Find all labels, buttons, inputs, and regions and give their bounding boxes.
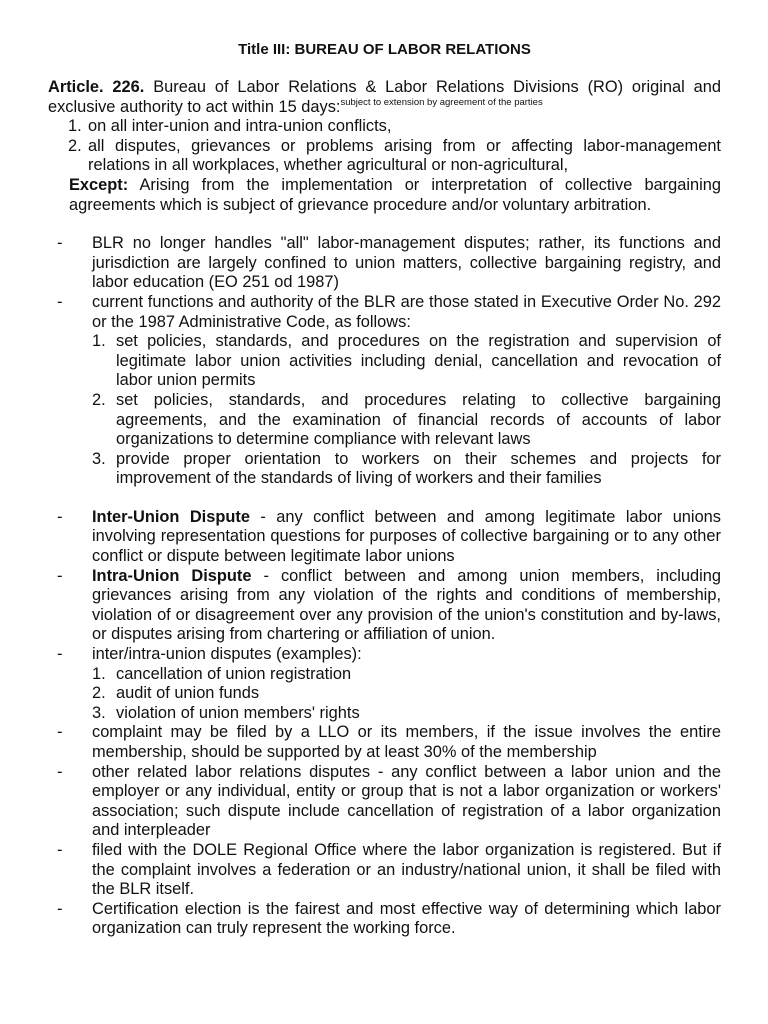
list-number: 1.: [92, 664, 106, 683]
definition-text: - conflict between and among union members, including grievances arising from any violation of the rights and conditions of membership, violation of or disagreement over any provision of the union's constitution and by-laws, or disputes arising from chartering or affiliation of union.: [92, 566, 721, 644]
dash-item-text: BLR no longer handles "all" labor-management disputes; rather, its functions and jurisdiction are largely confined to union matters, collective bargaining registry, and labor education (EO 251 od 1987): [92, 234, 721, 292]
dispute-notes-list: [48, 508, 721, 939]
except-clause: [69, 176, 721, 215]
dash-item-text: filed with the DOLE Regional Office where the labor organization is registered. But if the complaint involves a federation or an industry/national union, it shall be filed with the BLR itself.: [92, 840, 721, 899]
dash-item: [48, 763, 721, 841]
dash-item: [48, 645, 721, 723]
article-list-item: [68, 137, 721, 176]
function-item: [92, 332, 721, 391]
article-paragraph: [48, 78, 721, 117]
dash-item: [48, 567, 721, 645]
list-item-text: violation of union members' rights: [116, 703, 360, 722]
dash-item: [48, 900, 721, 939]
dash-item: [48, 508, 721, 567]
blr-notes-list: [48, 234, 721, 489]
list-number: 2.: [68, 136, 82, 155]
list-item-text: cancellation of union registration: [116, 664, 352, 683]
dash-item: [48, 723, 721, 762]
article-text: Bureau of Labor Relations & Labor Relations Divisions (RO) original and exclusive authority to act within 15 days:: [48, 78, 721, 116]
blr-functions-list: [92, 332, 721, 489]
list-number: 1.: [92, 332, 106, 351]
dash-marker: -: [57, 292, 63, 311]
dash-marker: -: [57, 507, 63, 526]
list-number: 3.: [92, 449, 106, 468]
dash-item: [48, 293, 721, 489]
dash-marker: -: [57, 645, 63, 664]
dash-marker: -: [57, 762, 63, 781]
list-item-text: provide proper orientation to workers on their schemes and projects for improvement of the standards of living of workers and their families: [116, 449, 721, 488]
list-item-text: set policies, standards, and procedures relating to collective bargaining agreements, and the examination of financial records of accounts of labor organizations to determine compliance with relevant laws: [116, 390, 721, 449]
article-list: [68, 117, 721, 176]
dash-item-text: Certification election is the fairest and most effective way of determining which labor organization can truly represent the working force.: [92, 899, 721, 938]
dash-item: [48, 234, 721, 293]
dash-marker: -: [57, 899, 63, 918]
function-item: [92, 391, 721, 450]
list-number: 2.: [92, 390, 106, 409]
list-number: 1.: [68, 117, 82, 136]
dash-item: [48, 841, 721, 900]
dash-item-text: other related labor relations disputes - any conflict between a labor union and the employer or any individual, entity or group that is not a labor organization or workers' association; such dispute include cancellation of registration of a labor organization and interpleader: [92, 762, 721, 840]
examples-list: [92, 665, 721, 724]
article-superscript-note: subject to extension by agreement of the parties: [340, 96, 543, 108]
function-item: [92, 450, 721, 489]
document-page: [48, 40, 721, 939]
dash-item-text: current functions and authority of the BLR are those stated in Executive Order No. 292 or the 1987 Administrative Code, as follows:: [92, 292, 721, 331]
example-item: [92, 704, 721, 724]
definition-text: - any conflict between and among legitimate labor unions involving representation questions for purposes of collective bargaining or to any other conflict or dispute between legitimate labor unions: [92, 507, 721, 566]
dash-item-text: complaint may be filed by a LLO or its members, if the issue involves the entire membership, should be supported by at least 30% of the membership: [92, 723, 721, 761]
article-list-item: [68, 117, 721, 137]
list-number: 2.: [92, 684, 106, 703]
list-item-text: all disputes, grievances or problems arising from or affecting labor-management relations in all workplaces, whether agricultural or non-agricultural,: [88, 136, 721, 175]
except-label: Except:: [69, 175, 129, 194]
list-item-text: on all inter-union and intra-union conflicts,: [88, 117, 392, 136]
document-title: Title III: BUREAU OF LABOR RELATIONS: [238, 41, 531, 58]
example-item: [92, 684, 721, 704]
list-number: 3.: [92, 703, 106, 722]
dash-marker: -: [57, 840, 63, 859]
dash-marker: -: [57, 723, 63, 742]
example-item: [92, 665, 721, 685]
term-inter-union-dispute: Inter-Union Dispute: [92, 507, 250, 526]
article-label: Article. 226.: [48, 78, 145, 96]
list-item-text: set policies, standards, and procedures on the registration and supervision of legitimate labor union activities including denial, cancellation and revocation of labor union permits: [116, 332, 721, 390]
term-intra-union-dispute: Intra-Union Dispute: [92, 566, 252, 585]
except-text: Arising from the implementation or interpretation of collective bargaining agreements which is subject of grievance procedure and/or voluntary arbitration.: [69, 175, 722, 214]
dash-item-text: inter/intra-union disputes (examples):: [92, 645, 362, 664]
dash-marker: -: [57, 566, 63, 585]
dash-marker: -: [57, 234, 63, 253]
list-item-text: audit of union funds: [116, 684, 260, 703]
